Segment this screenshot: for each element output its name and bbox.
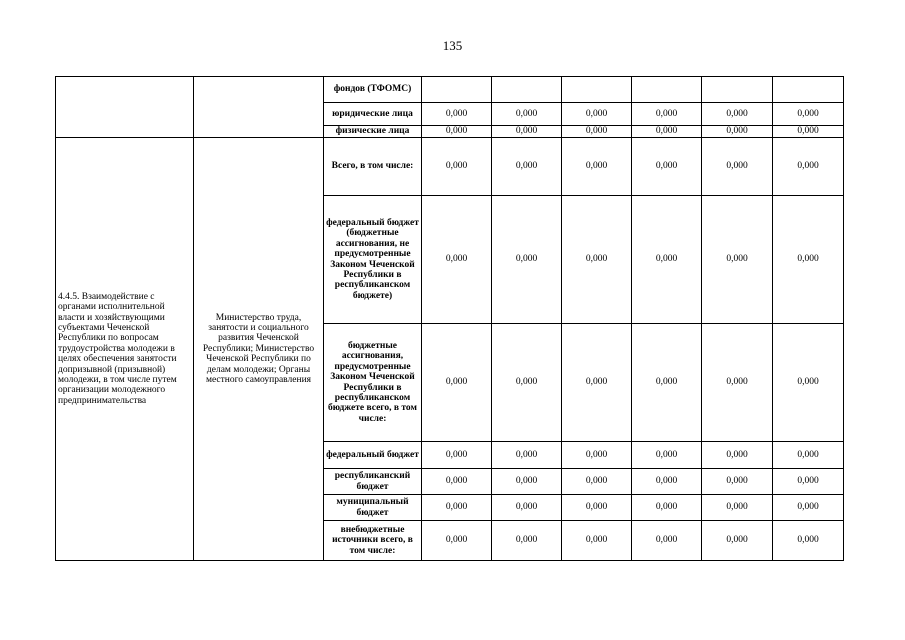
amount-cell: 0,000 xyxy=(773,103,844,126)
funding-source-cell: бюджетные ассигнования, предусмотренные Законом Чеченской Республики в республиканском бюджете всего, в том числе: xyxy=(324,324,422,442)
funding-source-cell: юридические лица xyxy=(324,103,422,126)
amount-cell: 0,000 xyxy=(773,138,844,196)
amount-cell: 0,000 xyxy=(422,495,492,521)
funding-source-cell: федеральный бюджет (бюджетные ассигнования, не предусмотренные Законом Чеченской Республики в республиканском бюджете) xyxy=(324,196,422,324)
table-row xyxy=(56,138,844,196)
amount-cell: 0,000 xyxy=(492,126,562,138)
amount-cell: 0,000 xyxy=(562,521,632,561)
amount-cell: 0,000 xyxy=(632,324,702,442)
amount-cell: 0,000 xyxy=(422,126,492,138)
amount-cell: 0,000 xyxy=(632,521,702,561)
amount-cell: 0,000 xyxy=(773,521,844,561)
amount-cell: 0,000 xyxy=(562,103,632,126)
amount-cell: 0,000 xyxy=(632,442,702,469)
funding-source-cell: республиканский бюджет xyxy=(324,469,422,495)
amount-cell: 0,000 xyxy=(773,442,844,469)
measure-cell-empty xyxy=(56,77,194,138)
amount-cell: 0,000 xyxy=(773,495,844,521)
amount-cell: 0,000 xyxy=(562,196,632,324)
amount-cell: 0,000 xyxy=(773,469,844,495)
table-row xyxy=(56,77,844,103)
amount-cell: 0,000 xyxy=(702,324,773,442)
budget-table xyxy=(55,76,844,561)
amount-cell xyxy=(702,77,773,103)
amount-cell: 0,000 xyxy=(702,521,773,561)
amount-cell: 0,000 xyxy=(422,521,492,561)
amount-cell: 0,000 xyxy=(492,495,562,521)
amount-cell: 0,000 xyxy=(632,103,702,126)
executor-cell-empty xyxy=(194,77,324,138)
amount-cell: 0,000 xyxy=(773,324,844,442)
amount-cell: 0,000 xyxy=(632,126,702,138)
amount-cell: 0,000 xyxy=(773,126,844,138)
amount-cell: 0,000 xyxy=(773,196,844,324)
funding-source-cell: Всего, в том числе: xyxy=(324,138,422,196)
amount-cell: 0,000 xyxy=(492,196,562,324)
amount-cell: 0,000 xyxy=(422,138,492,196)
amount-cell xyxy=(773,77,844,103)
amount-cell: 0,000 xyxy=(702,103,773,126)
amount-cell: 0,000 xyxy=(492,103,562,126)
amount-cell: 0,000 xyxy=(632,138,702,196)
amount-cell xyxy=(422,77,492,103)
measure-cell: 4.4.5. Взаимодействие с органами исполнительной власти и хозяйствующими субъектами Чеченской Республики по вопросам трудоустройства молодежи в целях обеспечения занятости допризывной (призывной) молодежи, в том числе путем организации молодежного предпринимательства xyxy=(56,138,194,561)
amount-cell: 0,000 xyxy=(492,138,562,196)
funding-source-cell: физические лица xyxy=(324,126,422,138)
amount-cell: 0,000 xyxy=(562,126,632,138)
amount-cell: 0,000 xyxy=(422,324,492,442)
amount-cell xyxy=(632,77,702,103)
amount-cell: 0,000 xyxy=(492,442,562,469)
executor-cell: Министерство труда, занятости и социального развития Чеченской Республики; Министерство Чеченской Республики по делам молодежи; Органы местного самоуправления xyxy=(194,138,324,561)
amount-cell: 0,000 xyxy=(562,138,632,196)
amount-cell xyxy=(562,77,632,103)
amount-cell: 0,000 xyxy=(702,495,773,521)
amount-cell: 0,000 xyxy=(702,126,773,138)
amount-cell: 0,000 xyxy=(632,196,702,324)
amount-cell: 0,000 xyxy=(562,495,632,521)
amount-cell: 0,000 xyxy=(562,469,632,495)
amount-cell: 0,000 xyxy=(492,521,562,561)
amount-cell: 0,000 xyxy=(562,442,632,469)
amount-cell: 0,000 xyxy=(702,469,773,495)
funding-source-cell: муниципальный бюджет xyxy=(324,495,422,521)
amount-cell: 0,000 xyxy=(702,138,773,196)
amount-cell: 0,000 xyxy=(422,442,492,469)
amount-cell: 0,000 xyxy=(632,495,702,521)
amount-cell: 0,000 xyxy=(562,324,632,442)
amount-cell xyxy=(492,77,562,103)
funding-source-cell: внебюджетные источники всего, в том числе: xyxy=(324,521,422,561)
amount-cell: 0,000 xyxy=(492,324,562,442)
funding-source-cell: фондов (ТФОМС) xyxy=(324,77,422,103)
amount-cell: 0,000 xyxy=(702,442,773,469)
amount-cell: 0,000 xyxy=(632,469,702,495)
funding-source-cell: федеральный бюджет xyxy=(324,442,422,469)
amount-cell: 0,000 xyxy=(422,103,492,126)
page-number: 135 xyxy=(442,38,463,53)
amount-cell: 0,000 xyxy=(492,469,562,495)
amount-cell: 0,000 xyxy=(702,196,773,324)
amount-cell: 0,000 xyxy=(422,196,492,324)
amount-cell: 0,000 xyxy=(422,469,492,495)
